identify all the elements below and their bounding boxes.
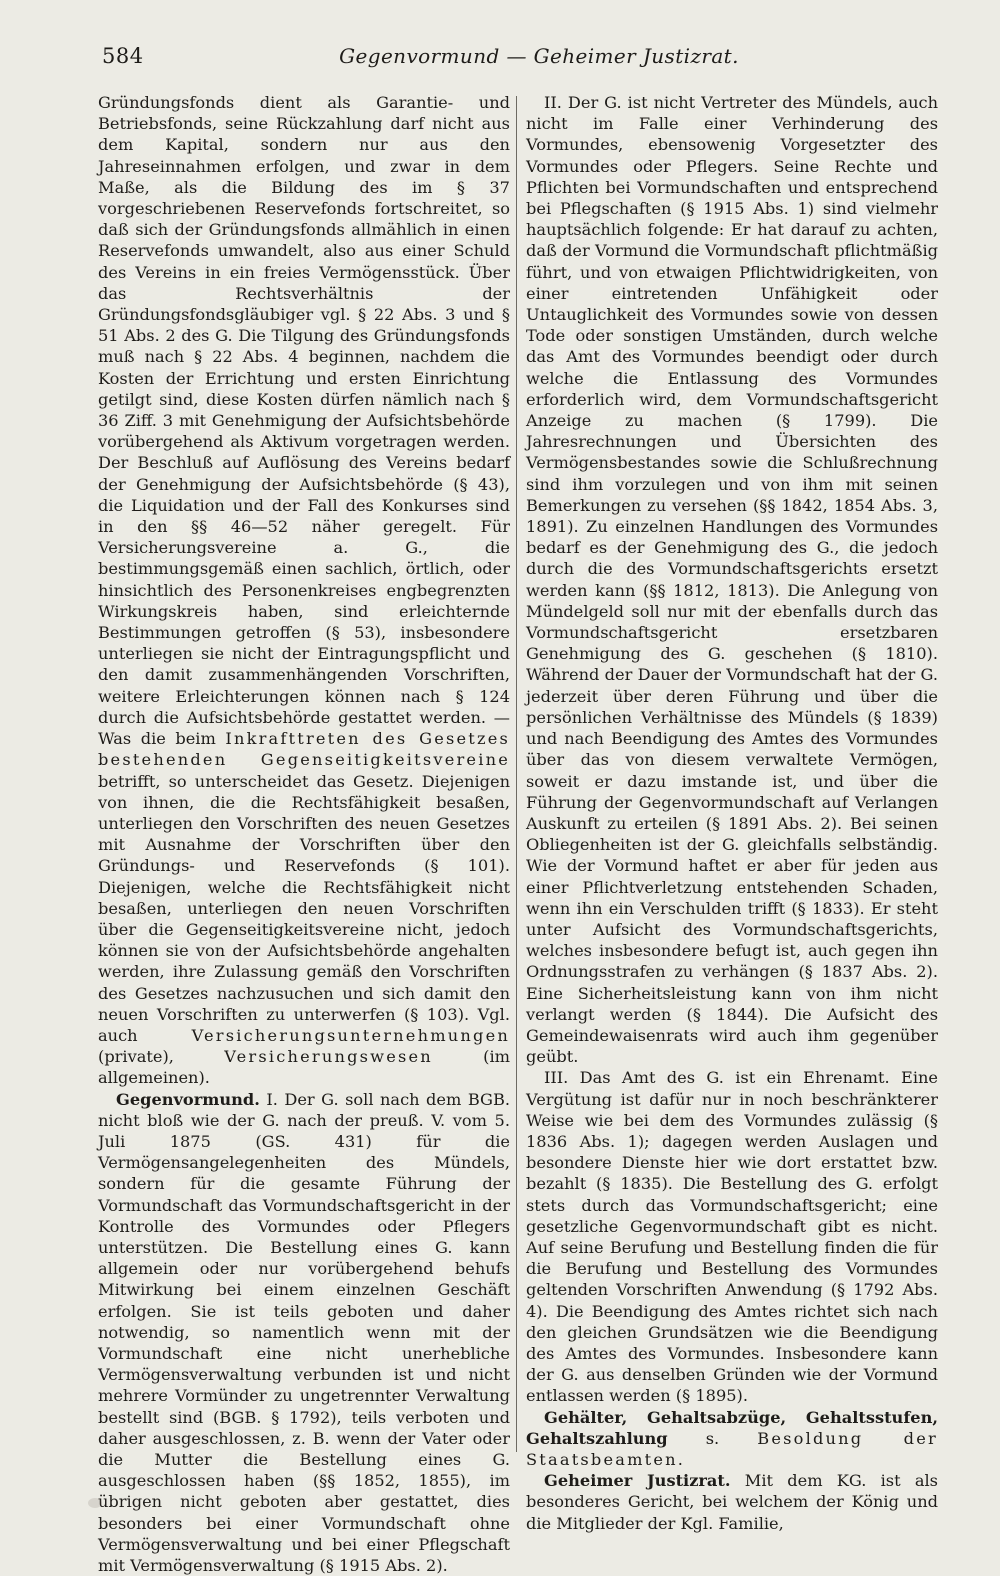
entry-headword: Gegenvormund. bbox=[116, 1089, 260, 1109]
right-column bbox=[526, 92, 938, 1534]
paragraph-section-iii: III. Das Amt des G. ist ein Ehrenamt. Eine Vergütung ist dafür nur in noch beschränkterer Weise wie bei dem des Vormundes zulässig (§ 1836 Abs. 1); dagegen werden Auslagen und besondere Dienste hier wie dort erstattet bzw. bezahlt (§ 1835). Die Bestellung des G. erfolgt stets durch das Vormundschaftsgericht; eine gesetzliche Gegenvormundschaft gibt es nicht. Auf seine Berufung und Bestellung finden die für die Berufung und Bestellung des Vormundes geltenden Vorschriften Anwendung (§ 1792 Abs. 4). Die Beendigung des Amtes richtet sich nach den gleichen Grundsätzen wie die Beendigung des Amtes des Vormundes. Insbesondere kann der G. aus denselben Gründen wie der Vormund entlassen werden (§ 1895). bbox=[526, 1068, 938, 1406]
column-divider bbox=[516, 96, 517, 1452]
paragraph-gruendungsfonds bbox=[98, 92, 510, 1089]
page-header bbox=[98, 44, 940, 74]
cross-reference: Besoldung der Staatsbeamten. bbox=[526, 1428, 938, 1469]
entry-headword: Geheimer Justizrat. bbox=[544, 1471, 731, 1491]
see-marker: s. bbox=[705, 1428, 720, 1448]
paragraph-text: betrifft, so unterscheidet das Gesetz. Diejenigen von ihnen, die die Rechtsfähigkeit besaßen, unterliegen den Vorschriften des neuen Gesetzes mit Ausnahme der Vorschriften über den Gründungs- und Reservefonds (§ 101). Diejenigen, welche die Rechtsfähigkeit nicht besaßen, unterliegen den neuen Vorschriften über die Gegenseitigkeitsvereine nicht, jedoch können sie von der Aufsichtsbehörde angehalten werden, ihre Zulassung gemäß den Vorschriften des Gesetzes nachzusuchen und sich damit den neuen Vorschriften zu unterwerfen (§ 103). Vgl. auch bbox=[98, 771, 510, 1045]
cross-reference: Versicherungswesen bbox=[224, 1047, 433, 1067]
entry-headword: Gehälter, Gehaltsabzüge, Gehaltsstufen, Gehaltszahlung bbox=[526, 1407, 938, 1448]
paragraph-text: (im allgemeinen). bbox=[98, 1047, 510, 1088]
entry-gehaelter bbox=[526, 1407, 938, 1471]
cross-reference: Versicherungsunternehmungen bbox=[191, 1025, 510, 1045]
paragraph-text: Mit dem KG. ist als besonderes Gericht, bei welchem der König und die Mitglieder der Kgl. Familie, bbox=[526, 1471, 938, 1533]
spaced-emphasis: Inkrafttreten des Gesetzes bestehenden Gegenseitigkeitsvereine bbox=[98, 729, 510, 770]
paragraph-section-ii: II. Der G. ist nicht Vertreter des Mündels, auch nicht im Falle einer Verhinderung des Vormundes, ebensowenig Vorgesetzter des Vormundes oder Pflegers. Seine Rechte und Pflichten bei Vormundschaften und entsprechend bei Pflegschaften (§ 1915 Abs. 1) sind vielmehr hauptsächlich folgende: Er hat darauf zu achten, daß der Vormund die Vormundschaft pflichtmäßig führt, und von etwaigen Pflichtwidrigkeiten, von einer eintretenden Unfähigkeit oder Untauglichkeit des Vormundes sowie von dessen Tode oder sonstigen Umständen, durch welche das Amt des Vormundes beendigt oder durch welche die Entlassung des Vormundes erforderlich wird, dem Vormundschaftsgericht Anzeige zu machen (§ 1799). Die Jahresrechnungen und Übersichten des Vermögensbestandes sowie die Schlußrechnung sind ihm vorzulegen und von ihm mit seinen Bemerkungen zu versehen (§§ 1842, 1854 Abs. 3, 1891). Zu einzelnen Handlungen des Vormundes bedarf es der Genehmigung des G., die jedoch durch die des Vormundschaftsgerichts ersetzt werden kann (§§ 1812, 1813). Die Anlegung von Mündelgeld soll nur mit der ebenfalls durch das Vormundschaftsgericht ersetzbaren Genehmigung des G. geschehen (§ 1810). Während der Dauer der Vormundschaft hat der G. jederzeit über deren Führung und über die persönlichen Verhältnisse des Mündels (§ 1839) und nach Beendigung des Amtes des Vormundes über das von diesem verwaltete Vermögen, soweit er dazu imstande ist, und über die Führung der Gegenvormundschaft auf Verlangen Auskunft zu erteilen (§ 1891 Abs. 2). Bei seinen Obliegenheiten ist der G. gleichfalls selbständig. Wie der Vormund haftet er aber für jeden aus einer Pflichtverletzung entstehenden Schaden, wenn ihn ein Verschulden trifft (§ 1833). Er steht unter Aufsicht des Vormundschaftsgerichts, welches insbesondere befugt ist, auch gegen ihn Ordnungsstrafen zu verhängen (§ 1837 Abs. 2). Eine Sicherheitsleistung kann von ihm nicht verlangt werden (§ 1844). Die Aufsicht des Gemeindewaisenrats wird auch ihm gegenüber geübt. bbox=[526, 93, 938, 1067]
paragraph-text: (private), bbox=[98, 1047, 174, 1067]
paragraph-text: I. Der G. soll nach dem BGB. nicht bloß wie der G. nach der preuß. V. vom 5. Juli 1875 (GS. 431) für die Vermögensangelegenheiten des Mündels, sondern für die gesamte Führung der Vormundschaft das Vormundschaftsgericht in der Kontrolle des Vormundes oder Pflegers unterstützen. Die Bestellung eines G. kann allgemein oder nur vorübergehend behufs Mitwirkung bei einem einzelnen Geschäft erfolgen. Sie ist teils geboten und daher notwendig, so namentlich wenn mit der Vormundschaft eine nicht unerhebliche Vermögensverwaltung verbunden ist und nicht mehrere Vormünder zu ungetrennter Verwaltung bestellt sind (BGB. § 1792), teils verboten und daher ausgeschlossen, z. B. wenn der Vater oder die Mutter die Bestellung eines G. ausgeschlossen haben (§§ 1852, 1855), im übrigen nicht geboten aber gestattet, dies besonders bei einer Vormundschaft ohne Vermögensverwaltung und bei einer Pflegschaft mit Vermögensverwaltung (§ 1915 Abs. 2). bbox=[98, 1089, 510, 1576]
paper-smudge bbox=[88, 1498, 102, 1508]
left-column bbox=[98, 92, 510, 1576]
paragraph-text: Gründungsfonds dient als Garantie- und Betriebsfonds, seine Rückzahlung darf nicht aus dem Kapital, sondern nur aus den Jahreseinnahmen erfolgen, und zwar in dem Maße, als die Bildung des im § 37 vorgeschriebenen Reservefonds fortschreitet, so daß sich der Gründungsfonds allmählich in einen Reservefonds umwandelt, also aus einer Schuld des Vereins in ein freies Vermögensstück. Über das Rechtsverhältnis der Gründungsfondsgläubiger vgl. § 22 Abs. 3 und § 51 Abs. 2 des G. Die Tilgung des Gründungsfonds muß nach § 22 Abs. 4 beginnen, nachdem die Kosten der Errichtung und ersten Einrichtung getilgt sind, diese Kosten dürfen nämlich nach § 36 Ziff. 3 mit Genehmigung der Aufsichtsbehörde vorübergehend als Aktivum vorgetragen werden. Der Beschluß auf Auflösung des Vereins bedarf der Genehmigung der Aufsichtsbehörde (§ 43), die Liquidation und der Fall des Konkurses sind in den §§ 46—52 näher geregelt. Für Versicherungsvereine a. G., die bestimmungsgemäß einen sachlich, örtlich, oder hinsichtlich des Personenkreises engbegrenzten Wirkungskreis haben, sind erleichternde Bestimmungen getroffen (§ 53), insbesondere unterliegen sie nicht der Eintragungspflicht und den damit zusammenhängenden Vorschriften, weitere Erleichterungen können nach § 124 durch die Aufsichtsbehörde gestattet werden. — Was die beim bbox=[98, 93, 510, 749]
running-head: Gegenvormund — Geheimer Justizrat. bbox=[339, 44, 739, 68]
entry-gegenvormund bbox=[98, 1089, 510, 1576]
entry-geheimer-justizrat bbox=[526, 1470, 938, 1534]
page-number: 584 bbox=[102, 44, 144, 68]
